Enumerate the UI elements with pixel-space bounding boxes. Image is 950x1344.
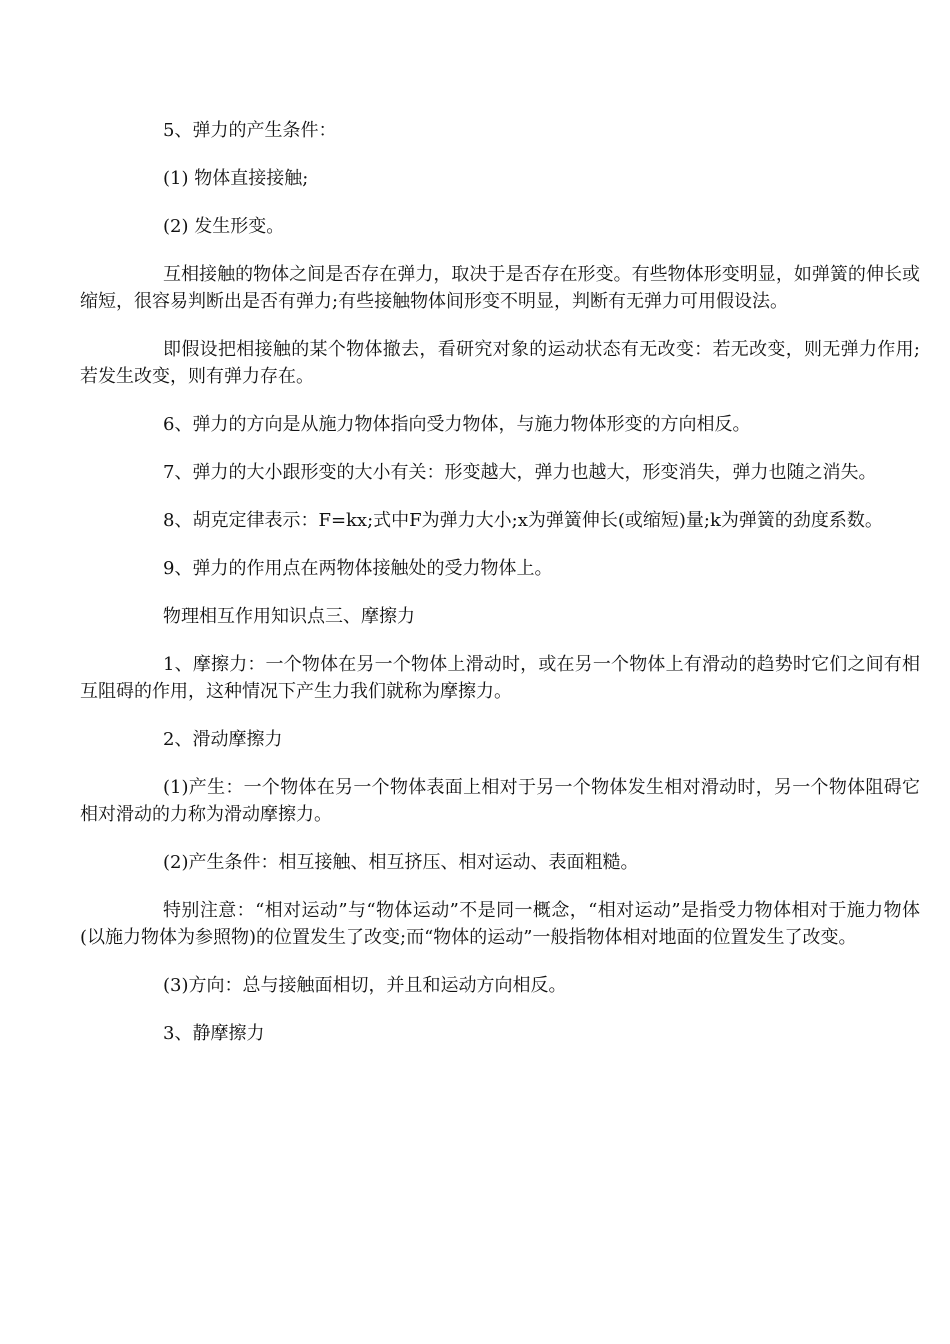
- paragraph-condition-deformation: (2) 发生形变。: [163, 216, 285, 237]
- paragraph-assumption-method: 即假设把相接触的某个物体撤去，看研究对象的运动状态有无改变：若无改变，则无弹力作用;若发生改变，则有弹力存在。: [80, 339, 920, 387]
- paragraph-sliding-friction-direction: (3)方向：总与接触面相切，并且和运动方向相反。: [163, 975, 567, 996]
- paragraph-elastic-force-conditions: 5、弹力的产生条件：: [163, 120, 337, 141]
- paragraph-special-note: 特别注意：“相对运动”与“物体运动”不是同一概念，“相对运动”是指受力物体相对于施力物体(以施力物体为参照物)的位置发生了改变;而“物体的运动”一般指物体相对地面的位置发生了改变。: [80, 900, 920, 948]
- section-heading-friction: 物理相互作用知识点三、摩擦力: [163, 606, 415, 627]
- paragraph-elastic-force-magnitude: 7、弹力的大小跟形变的大小有关：形变越大，弹力也越大，形变消失，弹力也随之消失。: [163, 462, 877, 483]
- subheading-static-friction: 3、静摩擦力: [163, 1023, 265, 1044]
- paragraph-friction-definition: 1、摩擦力：一个物体在另一个物体上滑动时，或在另一个物体上有滑动的趋势时它们之间有相互阻碍的作用，这种情况下产生力我们就称为摩擦力。: [80, 654, 920, 702]
- paragraph-deformation-judgement: 互相接触的物体之间是否存在弹力，取决于是否存在形变。有些物体形变明显，如弹簧的伸长或缩短，很容易判断出是否有弹力;有些接触物体间形变不明显，判断有无弹力可用假设法。: [80, 264, 920, 312]
- paragraph-point-of-action: 9、弹力的作用点在两物体接触处的受力物体上。: [163, 558, 553, 579]
- paragraph-sliding-friction-origin: (1)产生：一个物体在另一个物体表面上相对于另一个物体发生相对滑动时，另一个物体阻碍它相对滑动的力称为滑动摩擦力。: [80, 777, 920, 825]
- document-body: [80, 117, 920, 1068]
- paragraph-sliding-friction-conditions: (2)产生条件：相互接触、相互挤压、相对运动、表面粗糙。: [163, 852, 639, 873]
- paragraph-elastic-force-direction: 6、弹力的方向是从施力物体指向受力物体，与施力物体形变的方向相反。: [163, 414, 751, 435]
- paragraph-condition-contact: (1) 物体直接接触;: [163, 168, 309, 189]
- subheading-sliding-friction: 2、滑动摩擦力: [163, 729, 283, 750]
- paragraph-hookes-law: 8、胡克定律表示：F=kx;式中F为弹力大小;x为弹簧伸长(或缩短)量;k为弹簧的劲度系数。: [163, 510, 883, 531]
